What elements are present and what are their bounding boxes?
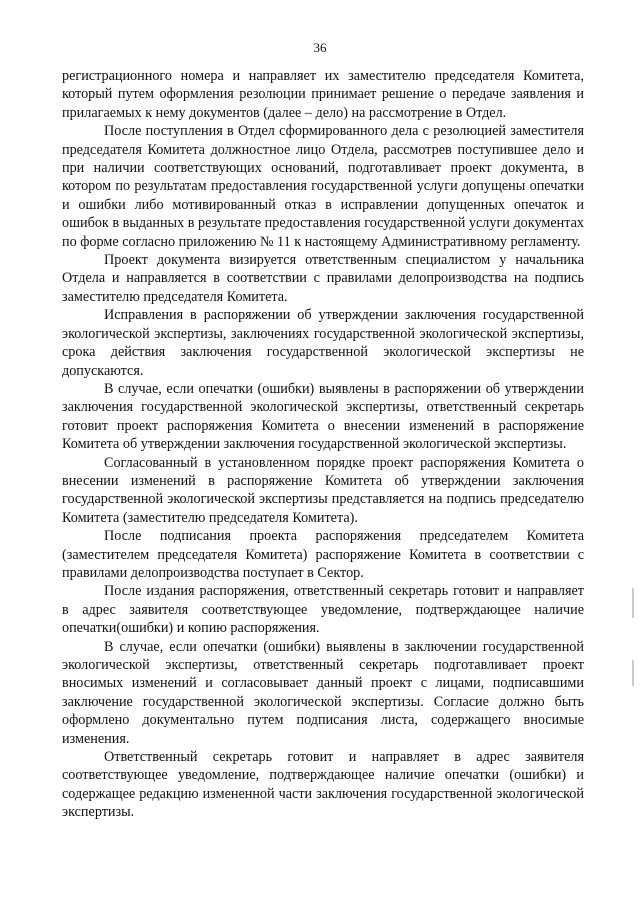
paragraph-errors-in-order: В случае, если опечатки (ошибки) выявлены в распоряжении об утверждении заключения государственной экологической экспертизы, ответственный секретарь готовит проект распоряжения Комитета о внесении изменений в распоряжение Комитета об утверждении заключения государственной экологической экспертизы.: [62, 380, 584, 453]
scan-edge-mark-upper: [632, 588, 634, 618]
paragraph-errors-in-conclusion: В случае, если опечатки (ошибки) выявлены в заключении государственной экологической экспертизы, ответственный секретарь подготавливает проект вносимых изменений и согласовывает данный проект с лицами, подписавшими заключение государственной экологической экспертизы. Согласие должно быть оформлено документально путем подписания листа, содержащего вносимые изменения.: [62, 638, 584, 747]
paragraph-continuation: регистрационного номера и направляет их заместителю председателя Комитета, который путем оформления резолюции принимает решение о передаче заявления и прилагаемых к нему документов (далее – дело) на рассмотрение в Отдел.: [62, 68, 584, 121]
paragraph-agreed-draft: Согласованный в установленном порядке проект распоряжения Комитета о внесении изменений в распоряжение Комитета об утверждении заключения государственной экологической экспертизы представляется на подпись председателю Комитета (заместителю председателя Комитета).: [62, 454, 584, 526]
paragraph-secretary-notification: Ответственный секретарь готовит и направляет в адрес заявителя соответствующее уведомление, подтверждающее наличие опечатки (ошибки) и содержащее редакцию измененной части заключения государственной экологической экспертизы.: [62, 749, 584, 821]
page-number: 36: [313, 40, 327, 55]
paragraph-after-signing: После подписания проекта распоряжения председателем Комитета (заместителем председателя Комитета) распоряжение Комитета в соответствии с правилами делопроизводства поступает в Сектор.: [62, 528, 584, 581]
paragraph-draft-approval: Проект документа визируется ответственным специалистом у начальника Отдела и направляется в соответствии с правилами делопроизводства на подпись заместителю председателя Комитета.: [62, 252, 584, 305]
paragraph-after-issuance: После издания распоряжения, ответственный секретарь готовит и направляет в адрес заявителя соответствующее уведомление, подтверждающее наличие опечатки(ошибки) и копию распоряжения.: [62, 583, 584, 637]
document-text-body: [62, 67, 584, 822]
paragraph-corrections-prohibited: Исправления в распоряжении об утверждении заключения государственной экологической экспертизы, заключениях государственной экологической экспертизы, срока действия заключения государственной экологической экспертизы не допускаются.: [62, 307, 584, 379]
paragraph-case-review: После поступления в Отдел сформированного дела с резолюцией заместителя председателя Комитета должностное лицо Отдела, рассмотрев поступившее дело и при наличии соответствующих оснований, подготавливает проект документа, в котором по результатам предоставления государственной услуги допущены опечатки и ошибки либо мотивированный отказ в исправлении допущенных опечаток и ошибок в выданных в результате предоставления государственной услуги документах по форме согласно приложению № 11 к настоящему Административному регламенту.: [62, 123, 584, 250]
scan-edge-mark-lower: [632, 660, 634, 686]
